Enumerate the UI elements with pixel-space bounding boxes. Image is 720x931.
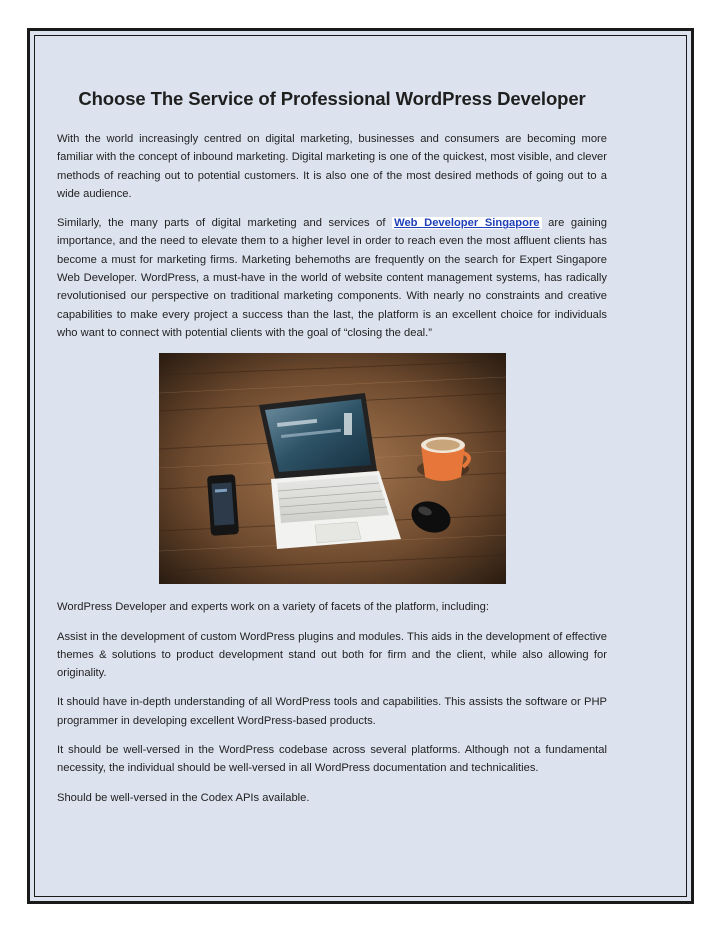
paragraph-text-after-link: are gaining importance, and the need to elevate them to a higher level in order to reach even the most affluent clients has become a must for marketing firms. Marketing behemoths are frequently on the search for Expert Singapore Web Developer. WordPress, a must-have in the world of website content management systems, has radically revolutionised our perspective on traditional marketing components. With nearly no constraints and creative capabilities to make every project a success than the last, the platform is an excellent choice for individuals who want to connect with potential clients with the goal of “closing the deal.” [57,217,607,339]
paragraph-tools: It should have in-depth understanding of all WordPress tools and capabilities. This assists the software or PHP programmer in developing excellent WordPress-based products. [57,696,607,727]
paragraph-codex: Should be well-versed in the Codex APIs available. [57,791,310,804]
paragraph-intro: With the world increasingly centred on digital marketing, businesses and consumers are becoming more familiar with the concept of inbound marketing. Digital marketing is one of the quickest, most visible, and clever methods of reaching out to potential customers. It is also one of the most desired methods of going out to a wide audience. [57,133,607,200]
smartphone-icon [206,474,238,536]
document-title: Choose The Service of Professional WordPress Developer [78,88,586,109]
paragraph-facets-intro: WordPress Developer and experts work on a variety of facets of the platform, including: [57,601,489,614]
coffee-cup-icon [417,437,469,481]
document-content [57,56,607,818]
paragraph-text-before-link: Similarly, the many parts of digital marketing and services of [57,217,393,230]
paragraph-plugins: Assist in the development of custom WordPress plugins and modules. This aids in the development of effective themes & solutions to product development stand out both for firm and the client, while also allowing for originality. [57,630,607,680]
paragraph-codebase: It should be well-versed in the WordPress codebase across several platforms. Although not a fundamental necessity, the individual should be well-versed in all WordPress documentation and technicalities. [57,744,607,775]
paragraph-web-developer [57,214,607,342]
web-developer-singapore-link[interactable]: Web Developer Singapore [394,217,540,230]
laptop-desk-photo [159,353,506,584]
